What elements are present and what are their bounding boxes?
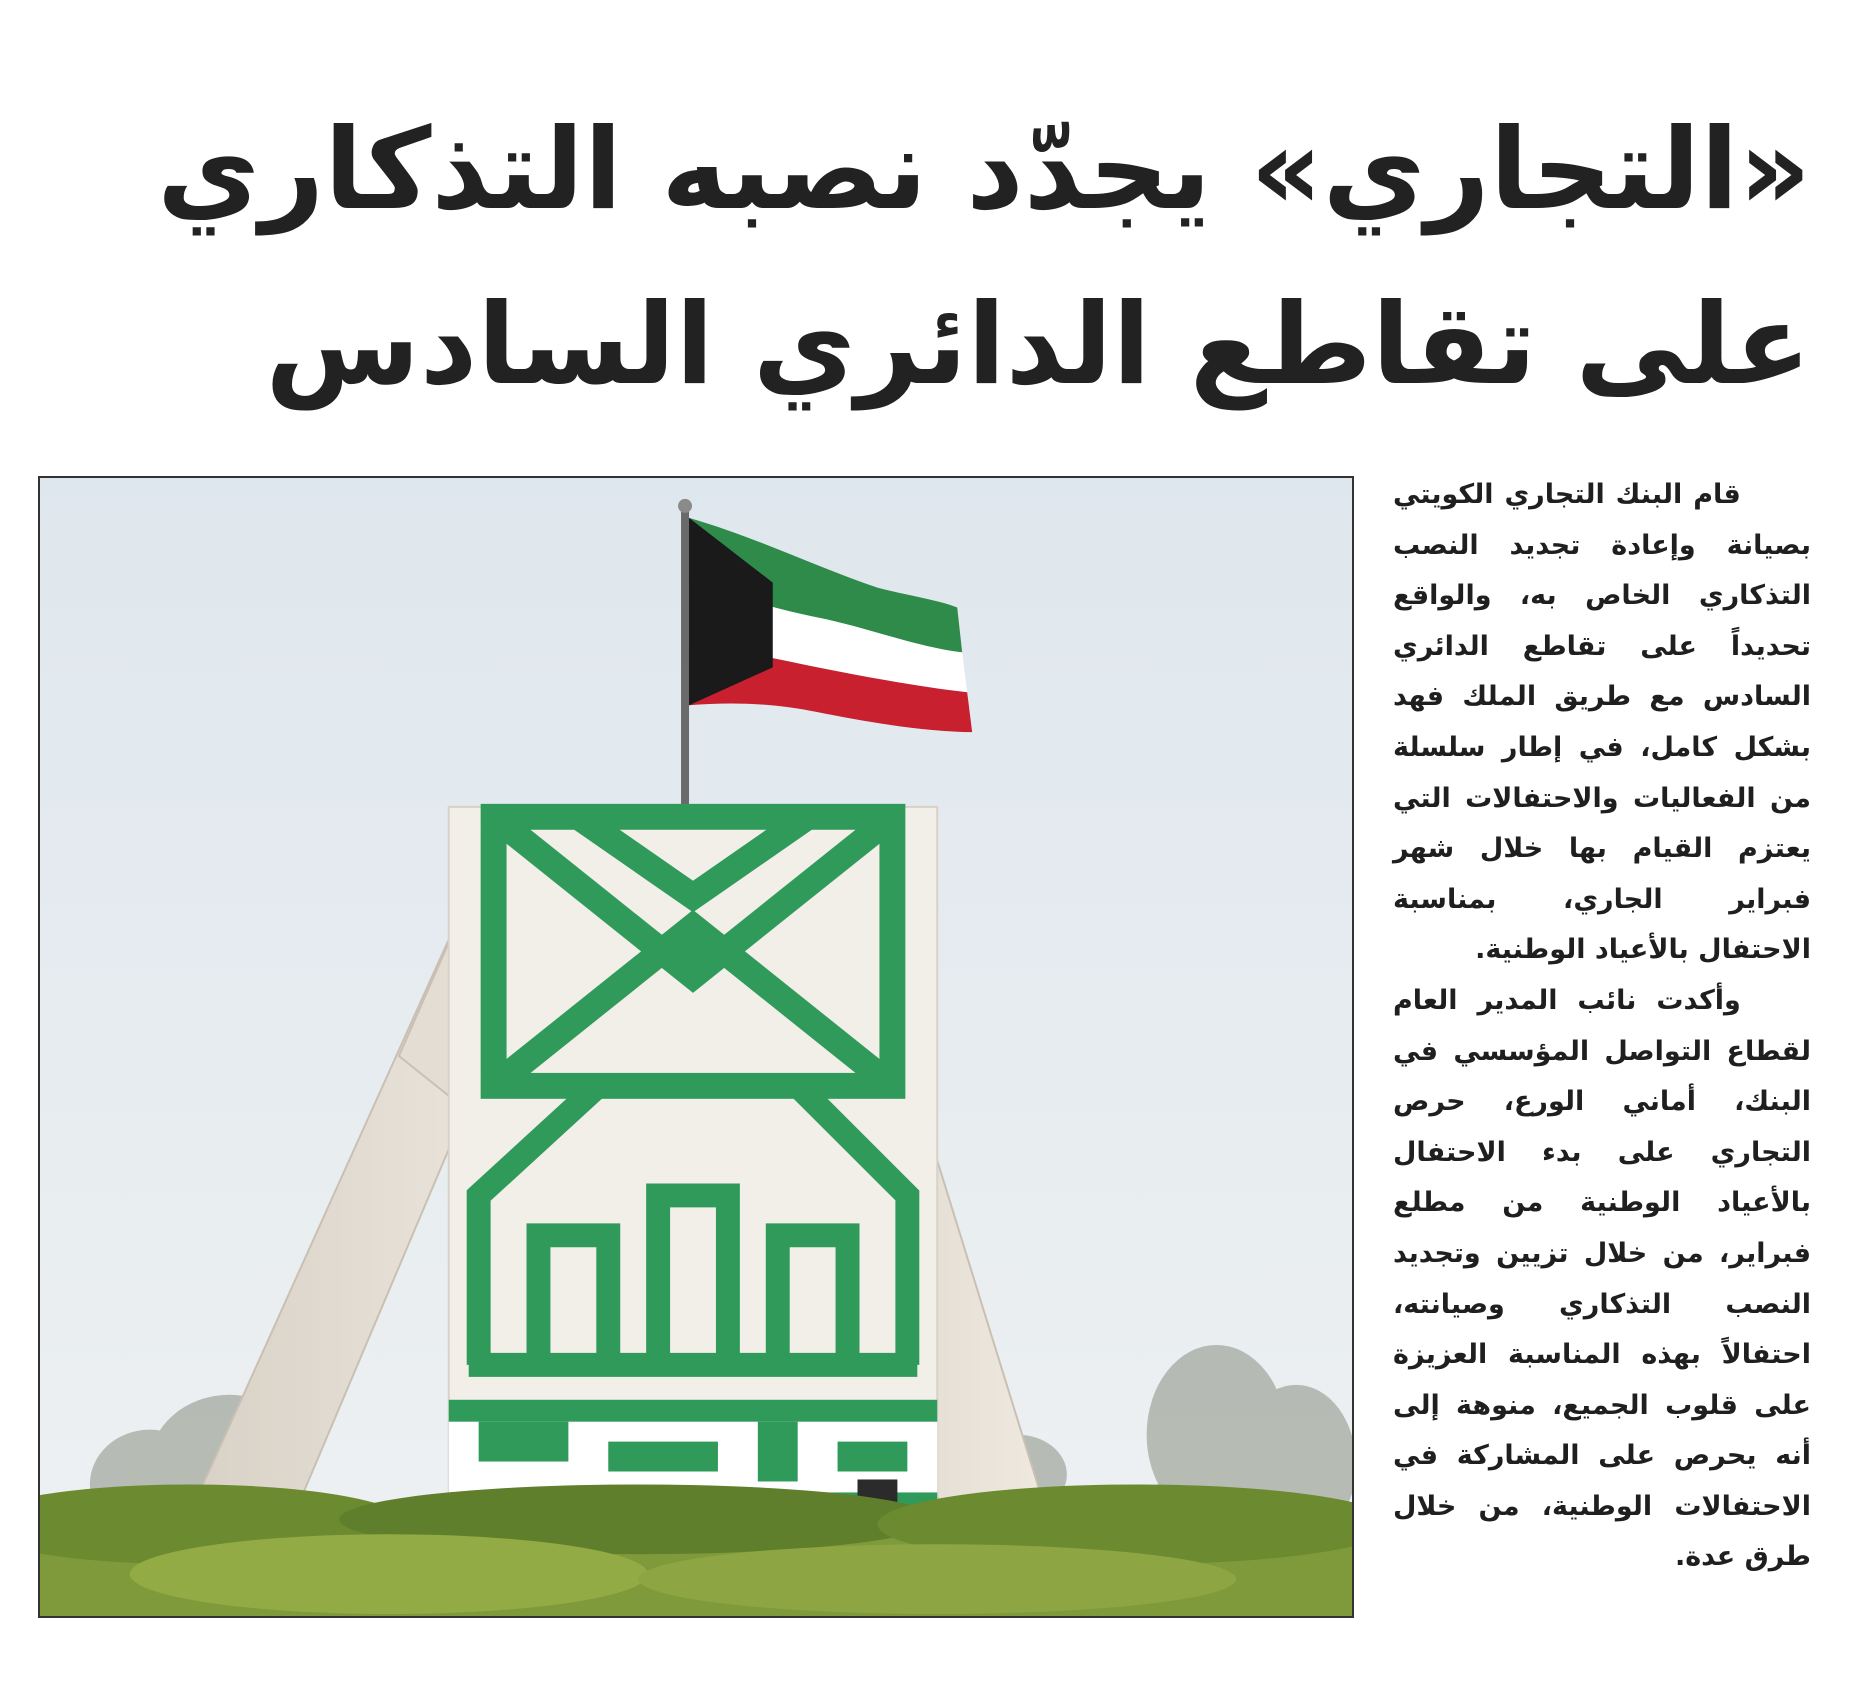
article-paragraph-1: قام البنك التجاري الكويتي بصيانة وإعادة تجديد النصب التذكاري الخاص به، والواقع تحديداً على تقاطع الدائري السادس مع طريق الملك فهد بشكل كامل، في إطار سلسلة من الفعاليات والاحتفالات التي يعتزم القيام بها خلال شهر فبراير الجاري، بمناسبة الاحتفال بالأعياد الوطنية. [1393,479,1811,966]
monument-photo [38,476,1354,1618]
article-body [1393,470,1811,1583]
monument-star [663,921,723,981]
flag-pole [681,508,689,807]
article-paragraph-2: وأكدت نائب المدير العام لقطاع التواصل المؤسسي في البنك، أماني الورع، حرص التجاري على بدء الاحتفال بالأعياد الوطنية من مطلع فبراير، من خلال تزيين وتجديد النصب التذكاري وصيانته، احتفالاً بهذه المناسبة العزيزة على قلوب الجميع، منوهة إلى أنه يحرص على المشاركة في الاحتفالات الوطنية، من خلال طرق عدة. [1393,984,1811,1573]
headline-line-2: على تقاطع الدائري السادس [265,280,1811,410]
monument-block [449,807,938,1515]
headline-line-1: «التجاري» يجدّد نصبه التذكاري [157,105,1811,235]
monument-illustration [40,478,1352,1616]
grass [40,1484,1352,1616]
